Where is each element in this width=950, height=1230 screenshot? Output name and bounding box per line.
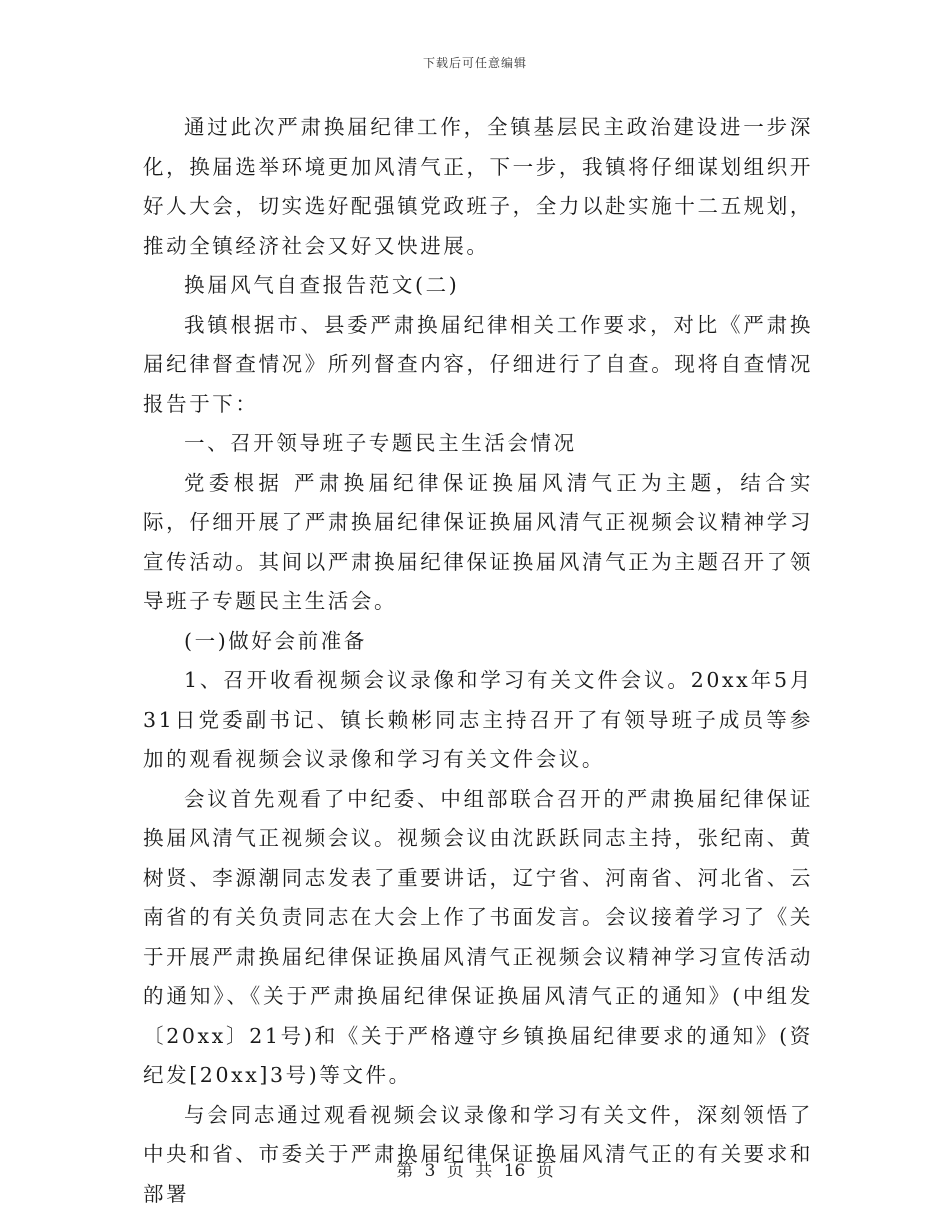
paragraph-theme: 党委根据 严肃换届纪律保证换届风清气正为主题，结合实际，仔细开展了严肃换届纪律保证换届风清气正视频会议精神学习宣传活动。其间以严肃换届纪律保证换届风清气正为主题召开了领导班子专题民主生活会。 <box>143 470 813 613</box>
page-header: 下载后可任意编辑 <box>422 56 527 70</box>
paragraph-item-1: 1、召开收看视频会议录像和学习有关文件会议。20xx年5月31日党委副书记、镇长赖彬同志主持召开了有领导班子成员等参加的观看视频会议录像和学习有关文件会议。 <box>143 668 813 771</box>
section-title: 换届风气自查报告范文(二) <box>184 273 460 297</box>
subheading-1: (一)做好会前准备 <box>184 628 367 653</box>
heading-1: 一、召开领导班子专题民主生活会情况 <box>184 431 577 455</box>
document-body <box>143 108 813 1214</box>
paragraph-meeting: 会议首先观看了中纪委、中组部联合召开的严肃换届纪律保证换届风清气正视频会议。视频会议由沈跃跃同志主持，张纪南、黄树贤、李源潮同志发表了重要讲话，辽宁省、河南省、河北省、云南省的有关负责同志在大会上作了书面发言。会议接着学习了《关于开展严肃换届纪律保证换届风清气正视频会议精神学习宣传活动的通知》、《关于严肃换届纪律保证换届风清气正的通知》(中组发〔20xx〕21号)和《关于严格遵守乡镇换届纪律要求的通知》(资纪发[20xx]3号)等文件。 <box>143 786 813 1087</box>
paragraph-understanding: 与会同志通过观看视频会议录像和学习有关文件，深刻领悟了中央和省、市委关于严肃换届纪律保证换届风清气正的有关要求和部署 <box>143 1102 813 1206</box>
paragraph-conclusion: 通过此次严肃换届纪律工作，全镇基层民主政治建设进一步深化，换届选举环境更加风清气正，下一步，我镇将仔细谋划组织开好人大会，切实选好配强镇党政班子，全力以赴实施十二五规划，推动全镇经济社会又好又快进展。 <box>143 115 813 258</box>
paragraph-intro: 我镇根据市、县委严肃换届纪律相关工作要求，对比《严肃换届纪律督查情况》所列督查内容，仔细进行了自查。现将自查情况报告于下： <box>143 312 813 416</box>
page-number: 第 3 页 共 16 页 <box>396 1161 554 1181</box>
